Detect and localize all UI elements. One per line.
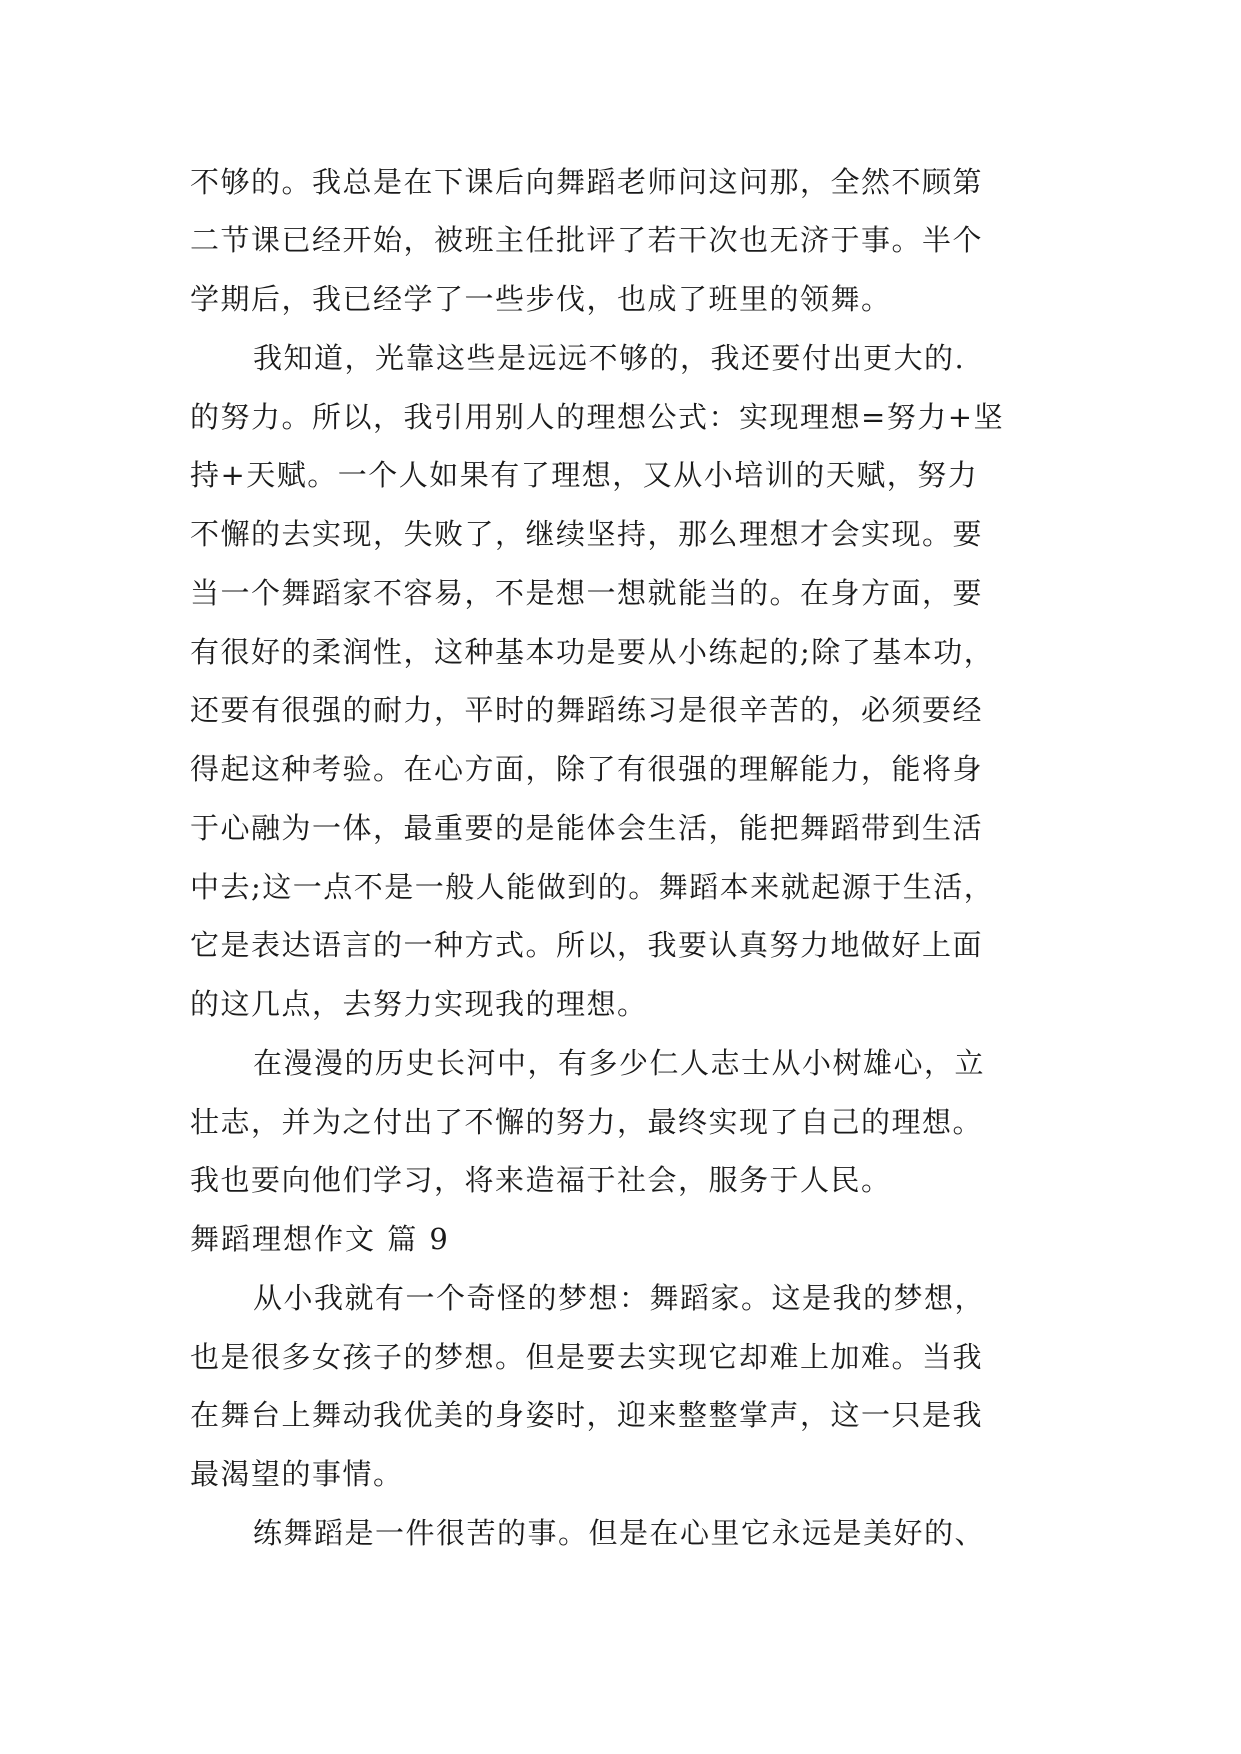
text-line: 不懈的去实现，失败了，继续坚持，那么理想才会实现。要	[190, 517, 984, 551]
text-line: 在舞台上舞动我优美的身姿时，迎来整整掌声，这一只是我	[190, 1398, 984, 1432]
text-line: 中去;这一点不是一般人能做到的。舞蹈本来就起源于生活，	[190, 870, 995, 904]
section-heading: 舞蹈理想作文 篇 9	[190, 1222, 450, 1256]
text-line: 也是很多女孩子的梦想。但是要去实现它却难上加难。当我	[190, 1340, 984, 1374]
paragraph-first-line: 在漫漫的历史长河中，有多少仁人志士从小树雄心，立	[253, 1046, 986, 1080]
text-line: 它是表达语言的一种方式。所以，我要认真努力地做好上面	[190, 928, 984, 962]
text-line: 最渴望的事情。	[190, 1457, 404, 1491]
text-line: 壮志，并为之付出了不懈的努力，最终实现了自己的理想。	[190, 1105, 984, 1139]
text-line: 二节课已经开始，被班主任批评了若干次也无济于事。半个	[190, 223, 984, 257]
paragraph-first-line: 我知道，光靠这些是远远不够的，我还要付出更大的.	[253, 341, 966, 375]
paragraph-first-line: 练舞蹈是一件很苦的事。但是在心里它永远是美好的、	[253, 1516, 986, 1550]
text-line: 我也要向他们学习，将来造福于社会，服务于人民。	[190, 1163, 892, 1197]
text-line: 持+天赋。一个人如果有了理想，又从小培训的天赋，努力	[190, 458, 979, 492]
paragraph-first-line: 从小我就有一个奇怪的梦想：舞蹈家。这是我的梦想，	[253, 1281, 986, 1315]
text-line: 有很好的柔润性，这种基本功是要从小练起的;除了基本功，	[190, 635, 995, 669]
text-line: 还要有很强的耐力，平时的舞蹈练习是很辛苦的，必须要经	[190, 693, 984, 727]
text-line: 的努力。所以，我引用别人的理想公式：实现理想=努力+坚	[190, 400, 1005, 434]
text-line: 不够的。我总是在下课后向舞蹈老师问这问那，全然不顾第	[190, 165, 984, 199]
text-line: 当一个舞蹈家不容易，不是想一想就能当的。在身方面，要	[190, 576, 984, 610]
text-line: 得起这种考验。在心方面，除了有很强的理解能力，能将身	[190, 752, 984, 786]
text-line: 学期后，我已经学了一些步伐，也成了班里的领舞。	[190, 282, 892, 316]
text-line: 的这几点，去努力实现我的理想。	[190, 987, 648, 1021]
text-line: 于心融为一体，最重要的是能体会生活，能把舞蹈带到生活	[190, 811, 984, 845]
